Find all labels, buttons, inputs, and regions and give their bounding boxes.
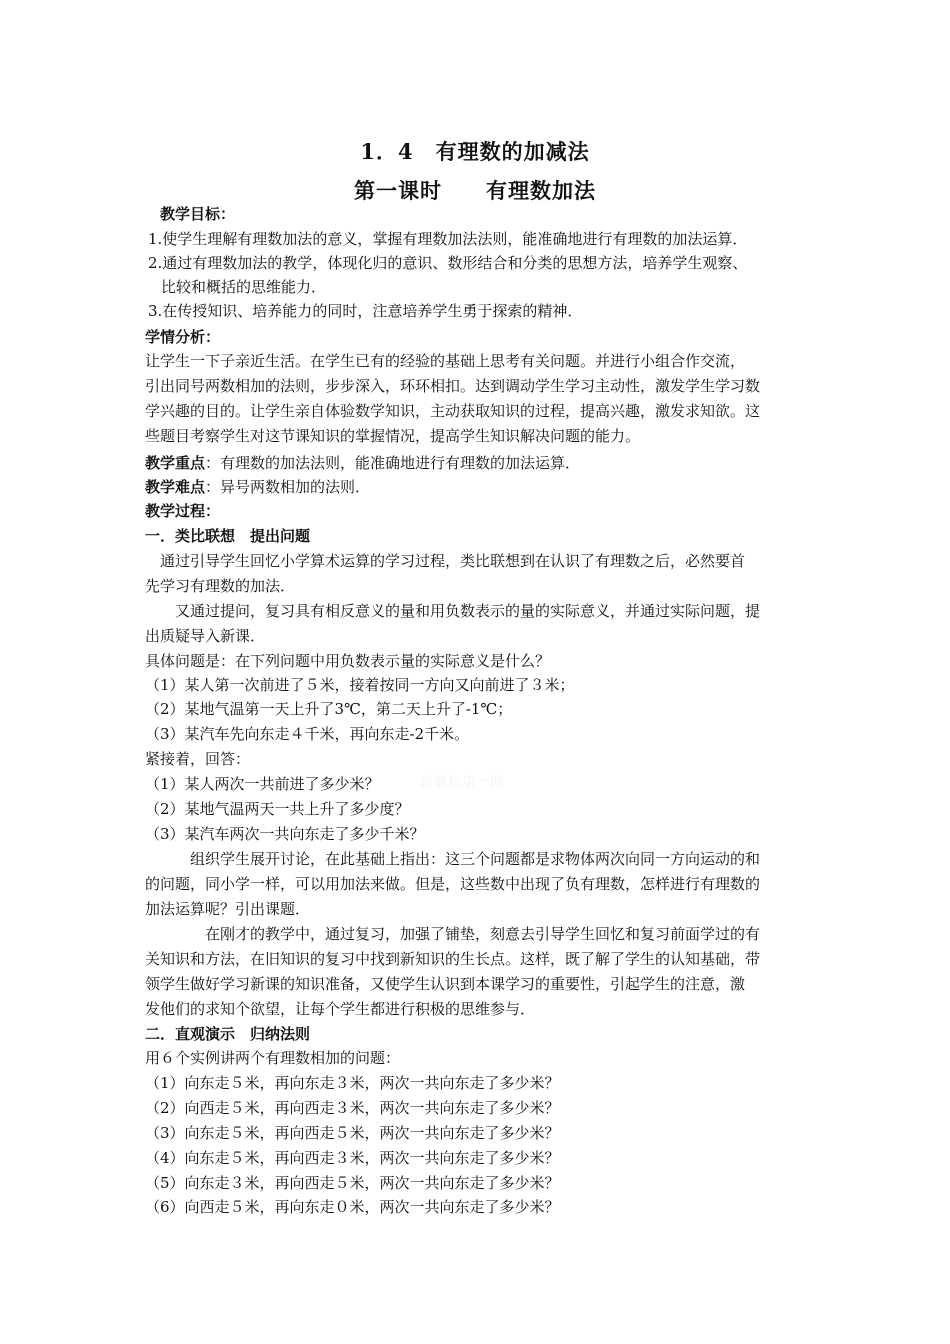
difficulty-label: 教学难点 bbox=[145, 478, 206, 496]
question-item: （2）某地气温第一天上升了3℃，第二天上升了-1℃； bbox=[145, 700, 513, 718]
example-item: （1）向东走５米，再向东走３米，两次一共向东走了多少米？ bbox=[145, 1074, 560, 1092]
example-item: （5）向东走３米，再向西走５米，两次一共向东走了多少米？ bbox=[145, 1174, 560, 1192]
example-item: （3）向东走５米，再向西走５米，两次一共向东走了多少米？ bbox=[145, 1124, 560, 1142]
paragraph-line: 在刚才的教学中，通过复习，加强了铺垫，刻意去引导学生回忆和复习前面学过的有 bbox=[145, 925, 761, 943]
example-item: （2）向西走５米，再向西走３米，两次一共向东走了多少米？ bbox=[145, 1099, 560, 1117]
key-point-text: ：有理数的加法法则，能准确地进行有理数的加法运算． bbox=[205, 454, 581, 472]
key-point-label: 教学重点 bbox=[145, 454, 206, 472]
example-item: （4）向东走５米，再向西走３米，两次一共向东走了多少米？ bbox=[145, 1149, 560, 1167]
watermark: 新课标第一网 bbox=[420, 775, 504, 791]
difficulty bbox=[145, 475, 810, 499]
paragraph-line: 通过引导学生回忆小学算术运算的学习过程，类比联想到在认识了有理数之后，必然要首 bbox=[145, 552, 746, 570]
example-item: （6）向西走５米，再向东走０米，两次一共向东走了多少米？ bbox=[145, 1198, 560, 1216]
section2-intro: 用６个实例讲两个有理数相加的问题： bbox=[145, 1049, 401, 1067]
section2-heading: 二．直观演示 归纳法则 bbox=[145, 1025, 311, 1043]
section1-heading: 一．类比联想 提出问题 bbox=[145, 527, 311, 545]
follow-question: （3）某汽车两次一共向东走了多少千米？ bbox=[145, 825, 425, 843]
analysis-line: 些题目考察学生对这节课知识的掌握情况，提高学生知识解决问题的能力。 bbox=[145, 427, 641, 445]
question-item: （3）某汽车先向东走４千米，再向东走-2千米。 bbox=[145, 725, 470, 743]
paragraph-line: 领学生做好学习新课的知识准备，又使学生认识到本课学习的重要性，引起学生的注意，激 bbox=[145, 975, 746, 993]
paragraph-line: 又通过提问，复习具有相反意义的量和用负数表示的量的实际意义，并通过实际问题，提 bbox=[145, 602, 761, 620]
document-subtitle: 第一课时 有理数加法 bbox=[354, 178, 596, 203]
paragraph-line: 关知识和方法，在旧知识的复习中找到新知识的生长点。这样，既了解了学生的认知基础，带 bbox=[145, 950, 761, 968]
objective-item: 3.在传授知识、培养能力的同时，注意培养学生勇于探索的精神． bbox=[148, 302, 583, 320]
process-heading: 教学过程： bbox=[145, 502, 221, 520]
key-point bbox=[145, 451, 810, 475]
objective-item: 比较和概括的思维能力． bbox=[161, 278, 327, 296]
difficulty-text: ：异号两数相加的法则． bbox=[205, 478, 371, 496]
objective-item: 1.使学生理解有理数加法的意义，掌握有理数加法法则，能准确地进行有理数的加法运算． bbox=[148, 230, 748, 248]
paragraph-line: 出质疑导入新课． bbox=[145, 627, 266, 645]
analysis-line: 学兴趣的目的。让学生亲自体验数学知识，主动获取知识的过程，提高兴趣，激发求知欲。这 bbox=[145, 402, 761, 420]
objective-item: 2.通过有理数加法的教学，体现化归的意识、数形结合和分类的思想方法，培养学生观察、 bbox=[148, 254, 748, 272]
paragraph-line: 先学习有理数的加法． bbox=[145, 577, 296, 595]
question-item: （1）某人第一次前进了５米，接着按同一方向又向前进了３米； bbox=[145, 676, 575, 694]
paragraph-line: 发他们的求知个欲望，让每个学生都进行积极的思维参与． bbox=[145, 1000, 536, 1018]
paragraph-line: 组织学生展开讨论，在此基础上指出：这三个问题都是求物体两次向同一方向运动的和 bbox=[145, 850, 761, 868]
analysis-line: 让学生一下子亲近生活。在学生已有的经验的基础上思考有关问题。并进行小组合作交流， bbox=[145, 352, 746, 370]
analysis-line: 引出同号两数相加的法则，步步深入，环环相扣。达到调动学生学习主动性，激发学生学习数 bbox=[145, 377, 761, 395]
follow-question: （2）某地气温两天一共上升了多少度？ bbox=[145, 800, 410, 818]
analysis-heading: 学情分析： bbox=[145, 328, 221, 346]
document-title: 1．4 有理数的加减法 bbox=[360, 139, 590, 164]
follow-intro: 紧接着，回答： bbox=[145, 750, 251, 768]
question-intro: 具体问题是：在下列问题中用负数表示量的实际意义是什么？ bbox=[145, 652, 551, 670]
paragraph-line: 加法运算呢？引出课题． bbox=[145, 900, 311, 918]
follow-question: （1）某人两次一共前进了多少米？ bbox=[145, 775, 380, 793]
paragraph-line: 的问题，同小学一样，可以用加法来做。但是，这些数中出现了负有理数，怎样进行有理数的 bbox=[145, 875, 761, 893]
objectives-heading: 教学目标： bbox=[160, 205, 236, 223]
